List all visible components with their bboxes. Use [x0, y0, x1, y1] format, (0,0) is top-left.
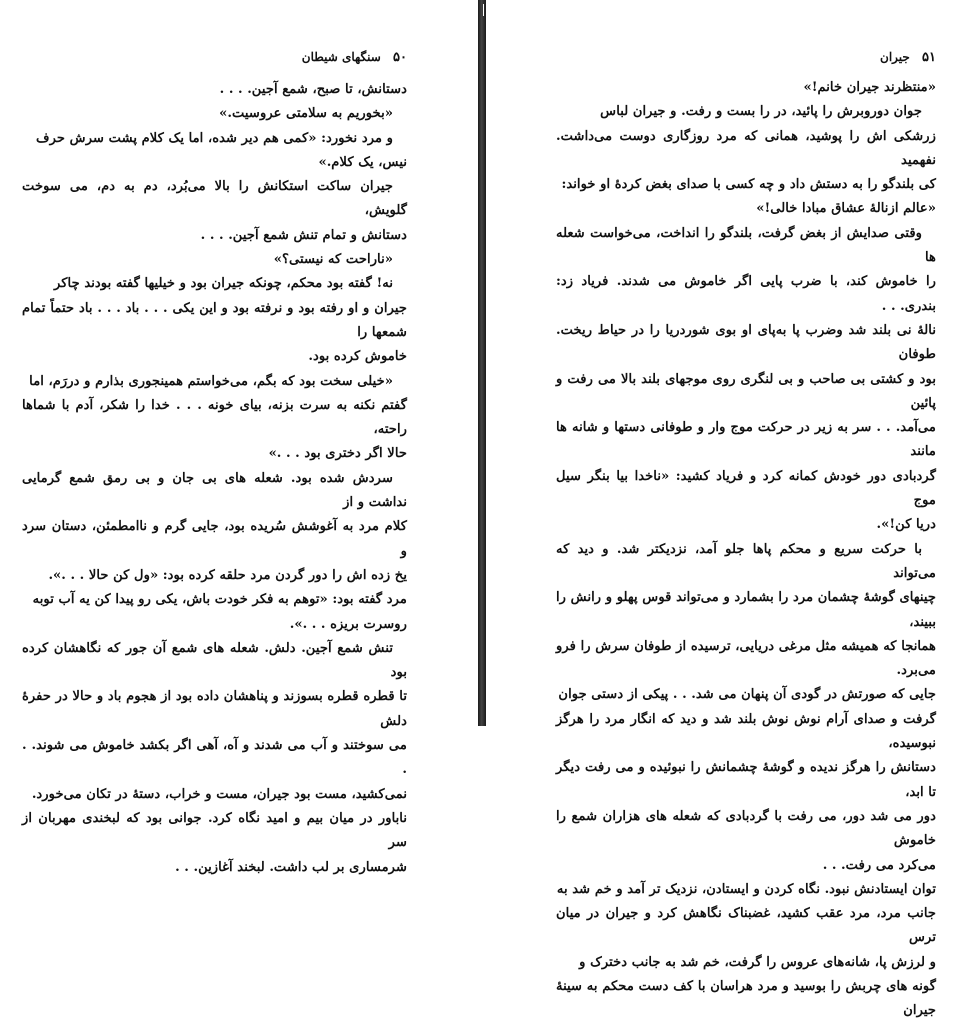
right-page-header: [556, 50, 936, 70]
right-page-body: [556, 76, 936, 1024]
gutter-mark: [483, 4, 484, 16]
left-page-number: ۵۰: [393, 50, 407, 65]
paragraph: «خیلی سخت بود که بگم، می‌خواستم همینجوری بذارم و دررَم، اما گفتم نکنه به سرت بزنه، بیای خونه . . . خدا را شکر، آدم با شماها راحته، حالا اگر دختری بود . . .»: [22, 373, 407, 462]
paragraph: توان ایستادنش نبود. نگاه کردن و ایستادن، نزدیک تر آمد و خم شد به جانب مرد، مرد عقب کشید، غضبناک نگاهش کرد و جیران در میان ترس و لرزش پا، شانه‌های عروس را گرفت، خم شد به جانب دخترک و گونه های چربش را بوسید و مرد هراسان با کف دست محکم به سینهٔ جیران: [556, 881, 936, 1019]
paragraph: وقتی صدایش از بغض گرفت، بلندگو را انداخت، می‌خواست شعله ها را خاموش کند، با ضرب پایی اگر خاموش می شدند. فریاد زد: بندری. . . نالهٔ نی بلند شد وضرب پا به‌پای او بوی شوردریا را در حیاط ریخت. طوفان بود و کشتی بی صاحب و بی لنگری روی موجهای بلند بالا می رفت و پائین می‌آمد. . . سر به زیر در حرکت موج وار و طوفانی دستها و شانه ها مانند گردبادی دور خودش کمانه کرد و فریاد کشید: «ناخدا بیا بنگر سیل موج دریا کن!».: [556, 225, 936, 533]
book-gutter: [478, 0, 486, 726]
paragraph: «بخوریم به سلامتی عروسیت.»: [219, 106, 393, 122]
paragraph: جیران ساکت استکانش را بالا می‌بُرد، دم به دم، می سوخت گلویش، دستانش و تمام تنش شمع آجین. . . .: [22, 179, 407, 243]
left-page-header: [22, 50, 407, 70]
paragraph: مرد گفته بود: «توهم به فکر خودت باش، یکی رو پیدا کن یه آب توبه روسرت بریزه . . .».: [32, 592, 407, 632]
paragraph: و مرد نخورد: «کمی هم دیر شده، اما یک کلام پشت سرش حرف نیس، یک کلام.»: [35, 130, 407, 170]
paragraph: جوان دوروبرش را پائید، در را بست و رفت. و جیران لباس زرشکی اش را پوشید، همانی که مرد روزگاری دوست می‌داشت. نفهمید کی بلندگو را به دستش داد و چه کسی با صدای بغض کردهٔ او خواند: «عالم ازنالهٔ عشاق مبادا خالی!»: [556, 104, 936, 217]
paragraph: نه! گفته بود محکم، چونکه جیران بود و خیلیها گفته بودند چاکر جیران و او رفته بود و نرفته بود و این یکی . . . باد . . . باد حتماً تمام شمعها را خاموش کرده بود.: [22, 276, 407, 365]
paragraph: «ناراحت که نیستی؟»: [273, 252, 393, 268]
left-page-body: [22, 78, 407, 880]
right-page: [486, 0, 959, 1019]
right-page-number: ۵۱: [922, 50, 936, 65]
left-page: [0, 0, 478, 875]
paragraph: سردش شده بود. شعله های بی جان و بی رمق شمع گرمایی نداشت و از کلام مرد به آغوشش سُریده بود، جایی گرم و ناامطمئن، دستان سرد و یخ زده اش را دور گردن مرد حلقه کرده بود: «ول کن حالا . . .».: [22, 470, 407, 583]
paragraph: دستانش، تا صبح، شمع آجین. . . .: [219, 82, 407, 97]
paragraph: با حرکت سریع و محکم پاها جلو آمد، نزدیکتر شد. و دید که می‌تواند چینهای گوشهٔ چشمان مرد را بشمارد و می‌تواند قوس پهلو و رانش را ببیند، همانجا که همیشه مثل مرغی دریایی، ترسیده از طوفان سرش را فرو می‌برد. جایی که صورتش در گودی آن پنهان می شد. . . پیکی از دستی جوان گرفت و صدای آرام نوش نوش بلند شد و دید که انگار مرد را هرگز نبوسیده، دستانش را هرگز ندیده و گوشهٔ چشمانش را نبوئیده و می رفت دیگر تا ابد، دور می شد دور، می رفت با گردبادی که شعله های هزاران شمع را خاموش می‌کرد می رفت. . .: [556, 541, 936, 873]
left-running-title: سنگهای شیطان: [301, 50, 381, 64]
right-running-title: جیران: [880, 50, 910, 64]
paragraph: تنش شمع آجین. دلش. شعله های شمع آن جور که نگاهشان کرده بود تا قطره قطره بسوزند و پناهشان داده بود از هجوم باد و حالا در حفرهٔ دلش می سوختند و آب می شدند و آه، آهی اگر بکشد خاموش می شوند. . . نمی‌کشید، مست بود جیران، مست و خراب، دستهٔ در تکان می‌خورد. ناباور در میان بیم و امید نگاه کرد. جوانی بود که لبخندی مهربان از سر شرمساری بر لب داشت. لبخند آغازین. . .: [22, 640, 407, 875]
paragraph: «منتظرند جیران خانم!»: [803, 80, 936, 95]
